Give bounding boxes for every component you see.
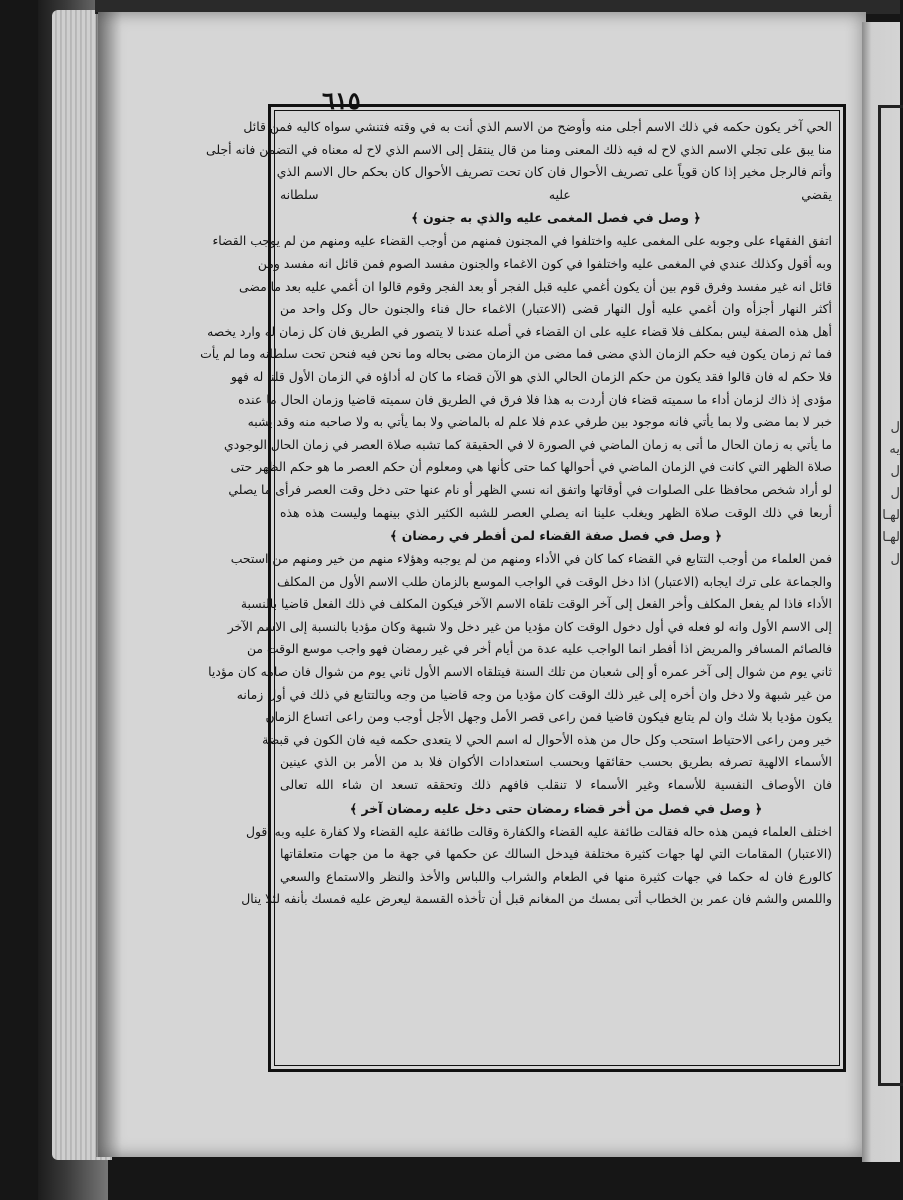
section-heading: ﴿ وصل في فصل المغمى عليه والذي به جنون ﴾ <box>411 210 701 226</box>
facing-page-fragment: لهـا <box>882 508 900 523</box>
text-line: يقضي عليه سلطانه <box>280 186 832 202</box>
text-line: خبر لا بما مضى ولا بما يأتي فانه موجود بين طرفي عدم فلا علم له بالماضي ولا بما يأتي به ولا صاحبه منه وقد يشبه <box>247 414 832 430</box>
text-line: والجماعة على ترك ايجابه (الاعتبار) اذا دخل الوقت في الواجب الموسع بالزمان طلب الاسم الأول من المكلف <box>277 573 832 589</box>
text-line: ثاني يوم من شوال إلى آخر عمره أو إلى شعبان من تلك السنة فيتلقاه الاسم الأول ثاني يوم من شوال فان صامه كان مؤديا <box>208 664 832 680</box>
facing-page-fragment: ل <box>890 464 900 479</box>
body-text <box>200 116 836 911</box>
facing-page-frame <box>878 105 903 1086</box>
gutter-shadow <box>96 12 122 1157</box>
text-line: أهل هذه الصفة ليس بمكلف فلا قضاء عليه على ان القضاء في أصله عندنا لا يتصور في الطريق فان كل زمان له وارد يخصه <box>207 323 832 339</box>
text-line: فمن العلماء من أوجب التتابع في القضاء كما كان في الأداء ومنهم من لم يوجبه وهؤلاء منهم من خير ومنهم من استحب <box>230 551 832 567</box>
text-line: يكون مؤديا بلا شك وان لم يتابع فيكون قاضيا فمن راعى قصر الأمل وجهل الأجل أوجب ومن راعى اتساع الزمان <box>265 709 832 725</box>
text-line: وبه أقول وكذلك عندي في المغمى عليه واختلفوا في كون الاغماء والجنون مفسد الصوم فمن قائل انه مفسد ومن <box>257 255 832 271</box>
text-line: صلاة الظهر التي كانت في الزمان الماضي في أحوالها كما حتى كأنها هي ومعلوم أن حكم العصر ما هو حكم الظهر حتى <box>230 459 832 475</box>
text-line: منا يبق على تجلي الاسم الذي لاح له فيه ذلك المعنى ومنا من قال ينتقل إلى الاسم الذي لاح له معناه في التضمن فانه أجلى <box>206 141 832 157</box>
facing-page-text-fragments <box>884 420 900 574</box>
text-line: (الاعتبار) المقامات التي لها جهات كثيرة مختلفة فيدخل السالك عن حكمها في جهة ما من جهات متعلقاتها <box>280 846 832 862</box>
facing-page-fragment: ل <box>890 420 900 435</box>
text-line: مؤدى إذ ذاك لزمان أداء ما سميته قضاء فان أردت به هذا فلا فرق في الطريق فان سميته قاضيا وزمان الحال ما عنده <box>238 391 832 407</box>
text-line: ما يأتي به زمان الحال ما أتى به زمان الماضي في الصورة لا في الحقيقة كما تشبه صلاة العصر في زمان الحال الوجودي <box>224 436 832 452</box>
text-line: خير ومن راعى الاحتياط استحب وكل حال من هذه الأحوال له اسم الحي لا يتعدى حكمه فيه فان الكون في قبضة <box>262 731 832 747</box>
text-line: إلى الاسم الأول وانه لو فعله في أول دخول الوقت كان مؤديا من غير دخل ولا شبهة وكان مؤديا بالنسبة إلى الاسم الآخر <box>227 618 832 634</box>
text-line: فالصائم المسافر والمريض اذا أفطر انما الواجب عليه عدة من أيام أخر في غير رمضان فهو واجب موسع الوقت من <box>246 641 832 657</box>
text-line: فان الأوصاف النفسية للأسماء وغير الأسماء لا تنقلب فافهم ذلك وتحققه تسعد ان شاء الله تعالى <box>280 777 832 793</box>
text-line: الأداء فاذا لم يفعل المكلف وأخر الفعل إلى آخر الوقت تلقاه الاسم الآخر فيكون المكلف في ذلك الفعل قاضيا بالنسبة <box>240 596 832 612</box>
text-line: الحي آخر يكون حكمه في ذلك الاسم أجلى منه وأوضح من الاسم الذي أنت به في وقته فتنشي سواه كاليه فمن قائل <box>243 119 832 134</box>
text-line: من غير شبهة ولا دخل وان أخره إلى غير ذلك الوقت كان مؤديا من وجه قاضيا من وجه وبالتتابع في ذلك في أول زمانه <box>236 686 832 702</box>
text-line: وأتم فالرجل مخير إذا كان قوياً على تصريف الأحوال فان كان تحت تصريف الأحوال كان بحكم حال الاسم الذي <box>276 164 832 180</box>
text-line: قائل انه غير مفسد وفرق قوم بين أن يكون أغمي عليه قبل الفجر أو بعد الفجر وقوم قالوا ان أغمي عليه بعد ما مضى <box>239 278 832 294</box>
text-line: واللمس والشم فان عمر بن الخطاب أتى بمسك من المغانم قبل أن تأخذه القسمة ليعرض عليه فمسك بأنفه لئلا ينال <box>241 891 832 907</box>
section-heading: ﴿ وصل في فصل صفة القضاء لمن أفطر في رمضان ﴾ <box>390 528 722 544</box>
text-line: اتفق الفقهاء على وجوبه على المغمى عليه واختلفوا في المجنون فمنهم من أوجب القضاء عليه ومنهم من لم يوجب القضاء <box>212 233 832 249</box>
facing-page-fragment: يه <box>889 442 900 457</box>
facing-page-fragment: لهـا <box>882 530 900 545</box>
text-line: أكثر النهار أجزأه وان أغمي عليه أول النهار قضى (الاعتبار) الاغماء حال فناء والجنون حال وكل واحد من <box>280 301 832 317</box>
facing-page-fragment: ل <box>890 552 900 567</box>
section-heading: ﴿ وصل في فصل من أخر قضاء رمضان حتى دخل عليه رمضان آخر ﴾ <box>349 800 763 816</box>
text-line: فما ثم زمان يكون فيه حكم الزمان الذي مضى فما مضى من الزمان مضى بحاله وما نحن فيه فنحن تحت سلطانه وما لم يأت <box>200 346 832 362</box>
text-line: لو أراد شخص محافظا على الصلوات في أوقاتها واتفق انه نسي الظهر أو نام عنها حتى دخل وقت العصر فرأى ما يصلي <box>228 481 832 497</box>
text-line: اختلف العلماء فيمن هذه حاله فقالت طائفة عليه القضاء والكفارة وقالت طائفة عليه القضاء ولا كفارة عليه وبه أقول <box>245 823 832 839</box>
text-line: فلا حكم له فان قالوا فقد يكون من حكم الزمان الحالي الذي هو الآن قضاء ما كان له أداؤه في الزمان الأول قلنا له فهو <box>230 368 832 384</box>
text-line: أربعا في ذلك الوقت صلاة الظهر ويغلب علينا انه يصلي العصر للشبه الكثير الذي بينهما وليست هذه هذه <box>280 504 832 520</box>
facing-page-fragment: ل <box>890 486 900 501</box>
text-line: الأسماء الالهية تصرفه بطريق بحسب حقائقها وبحسب استعدادات الأكوان فلا بد من الأمر بن الذي عينين <box>280 754 832 770</box>
page-number: ٦١٥ <box>322 86 361 115</box>
text-line: كالورع فان له حكما في جهات كثيرة منها في الطعام والشراب واللباس والأخذ والنظر والاستماع والسعي <box>280 868 832 884</box>
